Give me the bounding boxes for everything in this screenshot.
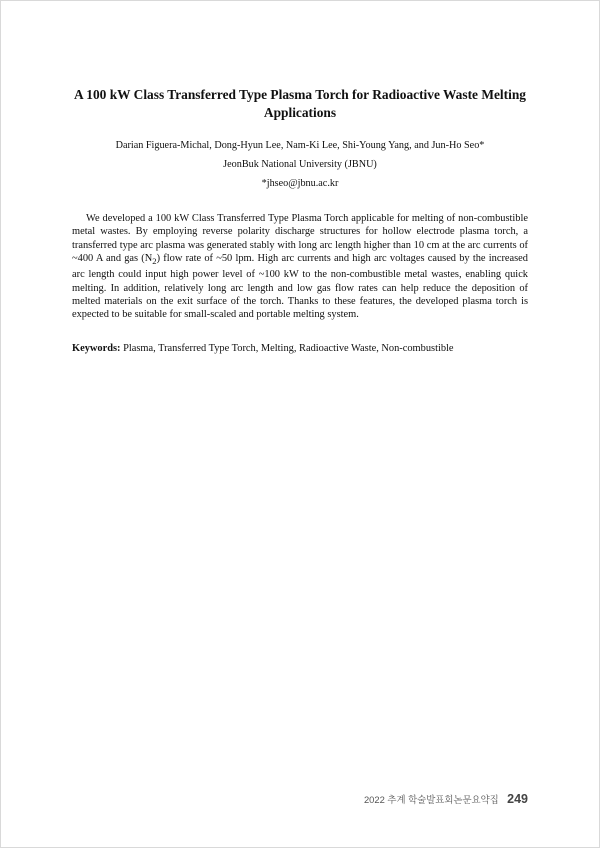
abstract-text-part1: We developed a 100 kW Class Transferred Type Plasma Torch applicable for melting of non-combustible metal wastes. By employing reverse polarity discharge structures for hollow electrode plasma torch, a transferred type arc plasma was generated stably with long arc length higher than 10 cm at the arc currents of ~400 A and gas (N — [72, 213, 528, 264]
abstract-text-part2: ) flow rate of ~50 lpm. High arc currents and high arc voltages caused by the increased arc length could input high power level of ~100 kW to the non-combustible metal wastes, enabling quick melting. In addition, relatively long arc length and low gas flow rates can help reduce the deposition of melted materials on the exit surface of the torch. Thanks to these features, the developed plasma torch is expected to be suitable for small-scaled and portable melting system. — [72, 252, 528, 321]
proceedings-name: 2022 추계 학술발표회논문요약집 — [363, 793, 499, 805]
corresponding-email: *jhseo@jbnu.ac.kr — [261, 178, 339, 189]
page-number: 249 — [507, 791, 528, 806]
keywords-label: Keywords: — [72, 343, 121, 354]
keywords-text: Plasma, Transferred Type Torch, Melting, Radioactive Waste, Non-combustible — [123, 343, 454, 354]
keywords-line — [72, 342, 528, 355]
abstract-subscript: 2 — [152, 255, 157, 266]
page-footer — [364, 790, 528, 808]
affiliation: JeonBuk National University (JBNU) — [223, 159, 377, 170]
author-list: Darian Figuera-Michal, Dong-Hyun Lee, Nam-Ki Lee, Shi-Young Yang, and Jun-Ho Seo* — [115, 140, 485, 151]
abstract-paragraph — [72, 212, 528, 321]
paper-title: A 100 kW Class Transferred Type Plasma Torch for Radioactive Waste Melting Applications — [74, 87, 526, 120]
